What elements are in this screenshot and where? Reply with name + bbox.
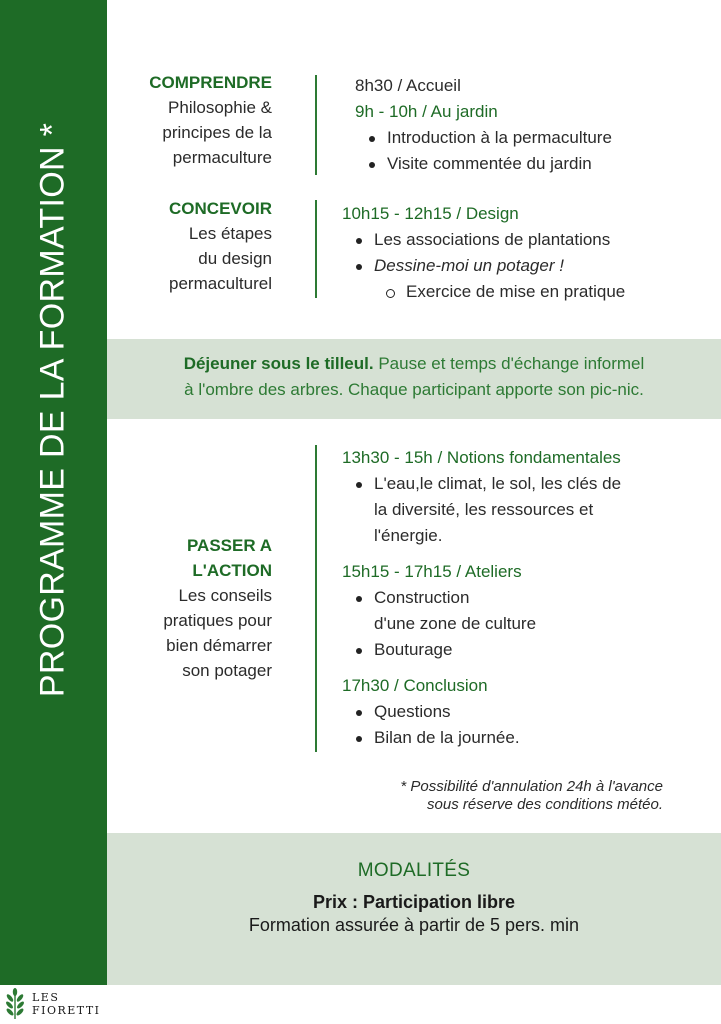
section-desc: Les conseils: [178, 586, 272, 605]
schedule-morning: [355, 73, 612, 177]
lunch-line-1: [107, 351, 721, 377]
section-heading: PASSER A: [186, 536, 272, 555]
section-desc: son potager: [182, 661, 272, 680]
time-slot: 17h30 / Conclusion: [342, 676, 488, 695]
divider-line: [315, 200, 317, 298]
activity-list: [342, 699, 621, 751]
modalites-title: MODALITÉS: [357, 860, 471, 881]
section-concevoir: [169, 196, 272, 296]
time-slot: 15h15 - 17h15 / Ateliers: [342, 562, 522, 581]
note-line: * Possibilité d'annulation 24h à l'avance: [400, 778, 663, 795]
time-slot: 13h30 - 15h / Notions fondamentales: [342, 448, 621, 467]
activity-list: [342, 227, 625, 305]
list-subitem: Exercice de mise en pratique: [342, 279, 625, 305]
list-item-line: Construction: [374, 588, 470, 607]
section-desc: permaculture: [172, 148, 272, 167]
note-line: sous réserve des conditions météo.: [427, 796, 663, 813]
logo-line: FIORETTI: [32, 1004, 101, 1017]
lunch-banner: [107, 339, 721, 419]
list-item: [342, 471, 621, 549]
lunch-text: Pause et temps d'échange informel: [373, 354, 645, 373]
section-heading: CONCEVOIR: [169, 199, 272, 218]
list-item: Les associations de plantations: [342, 227, 625, 253]
list-item: Introduction à la permaculture: [355, 125, 612, 151]
activity-list: [342, 471, 621, 549]
divider-line: [315, 445, 317, 752]
list-item: Dessine-moi un potager !: [342, 253, 625, 279]
schedule-accueil: 8h30 / Accueil: [355, 76, 461, 95]
time-slot: 9h - 10h / Au jardin: [355, 102, 498, 121]
activity-list: [355, 125, 612, 177]
section-desc: Philosophie &: [168, 98, 272, 117]
leaf-icon: [4, 988, 26, 1020]
section-desc: bien démarrer: [166, 636, 272, 655]
cancellation-note: [400, 778, 663, 814]
divider-line: [315, 75, 317, 175]
section-desc: Les étapes: [188, 224, 272, 243]
logo: [4, 987, 101, 1021]
schedule-design: [342, 201, 625, 305]
section-desc: pratiques pour: [163, 611, 272, 630]
modalites-condition: Formation assurée à partir de 5 pers. min: [248, 915, 580, 935]
section-heading: L'ACTION: [192, 561, 272, 580]
list-item: Bilan de la journée.: [342, 725, 621, 751]
list-item-line: L'eau,le climat, le sol, les clés de: [374, 474, 622, 493]
modalites-price: Prix : Participation libre: [312, 892, 516, 912]
section-desc: principes de la: [162, 123, 272, 142]
logo-line: LES: [32, 991, 60, 1004]
section-heading: COMPRENDRE: [149, 73, 272, 92]
activity-list: [342, 585, 621, 663]
logo-text: [32, 991, 101, 1017]
list-item-line: la diversité, les ressources et: [374, 500, 594, 519]
section-action: [163, 533, 272, 683]
schedule-afternoon: [342, 445, 621, 751]
lunch-line-2: à l'ombre des arbres. Chaque participant apporte son pic-nic.: [184, 380, 644, 399]
modalites-panel: [107, 833, 721, 985]
list-item: Bouturage: [342, 637, 621, 663]
sidebar-title: PROGRAMME DE LA FORMATION *: [33, 122, 72, 698]
sidebar: [0, 0, 107, 985]
time-slot: 10h15 - 12h15 / Design: [342, 204, 519, 223]
lunch-title: Déjeuner sous le tilleul.: [183, 354, 374, 373]
list-item: [342, 585, 621, 637]
section-comprendre: [149, 70, 272, 170]
section-desc: permaculturel: [169, 274, 272, 293]
section-desc: du design: [198, 249, 272, 268]
list-item-line: l'énergie.: [374, 526, 443, 545]
list-item: Questions: [342, 699, 621, 725]
list-item: Visite commentée du jardin: [355, 151, 612, 177]
list-item-line: d'une zone de culture: [374, 614, 537, 633]
